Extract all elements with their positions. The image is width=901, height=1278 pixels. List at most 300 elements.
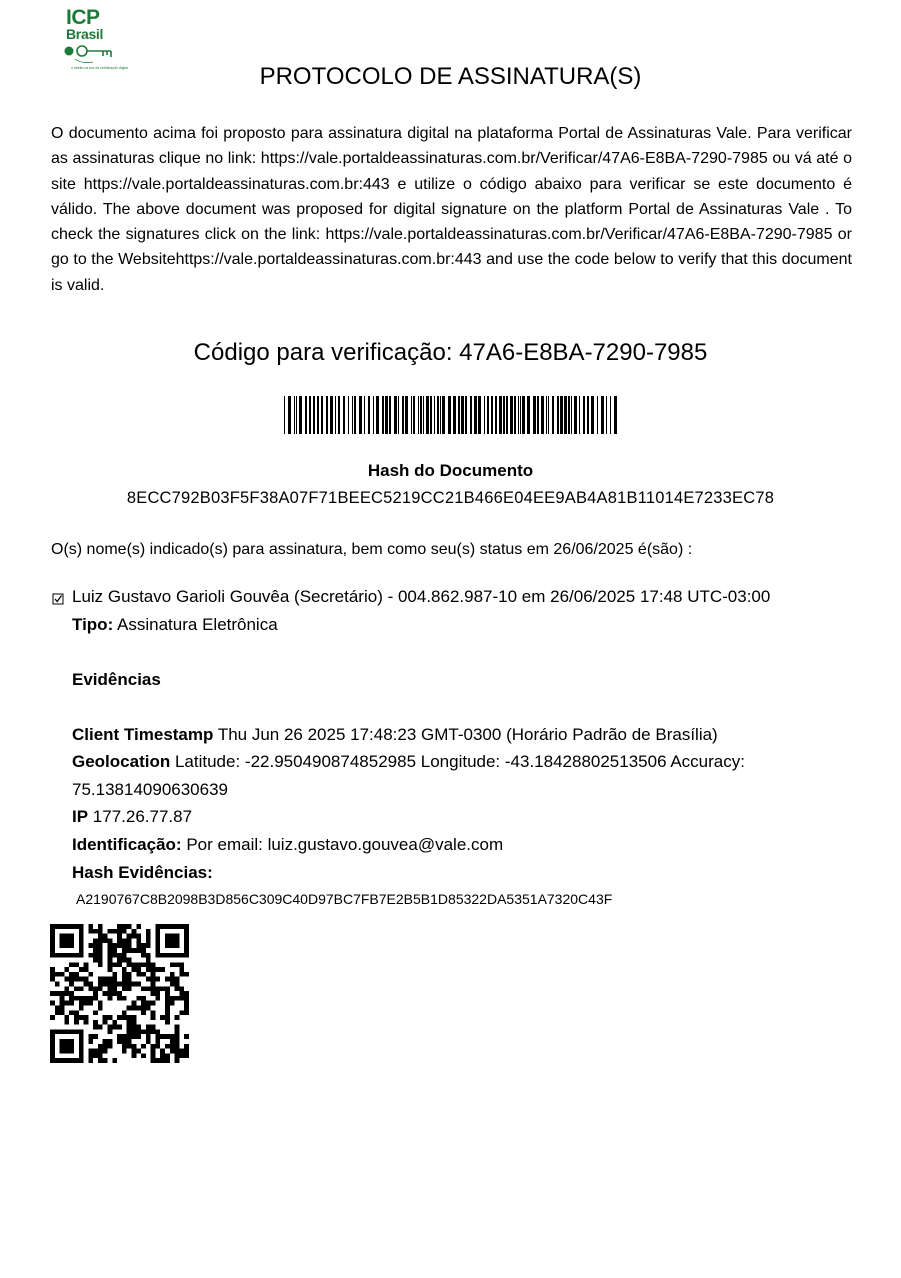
qr-module — [175, 1053, 180, 1058]
qr-module — [165, 1053, 170, 1058]
barcode-bar — [309, 396, 311, 434]
qr-module — [103, 1020, 108, 1025]
qr-module — [103, 1058, 108, 1063]
qr-module — [108, 1039, 113, 1044]
qr-module — [146, 1001, 151, 1006]
qr-module — [117, 1034, 122, 1039]
qr-module — [60, 991, 65, 996]
qr-module — [98, 1049, 103, 1054]
qr-module — [151, 991, 156, 996]
barcode-bar — [321, 396, 323, 434]
qr-module — [93, 996, 98, 1001]
qr-module — [112, 1020, 117, 1025]
qr-module — [184, 1034, 189, 1039]
qr-module — [98, 943, 103, 948]
barcode-bar — [354, 396, 356, 434]
qr-module — [84, 996, 89, 1001]
qr-module — [112, 977, 117, 982]
barcode-bar — [299, 396, 302, 434]
qr-module — [141, 1005, 146, 1010]
qr-module — [112, 982, 117, 987]
qr-module — [127, 972, 132, 977]
qr-module — [122, 943, 127, 948]
qr-module — [179, 1049, 184, 1054]
qr-module — [136, 996, 141, 1001]
qr-module — [165, 1034, 170, 1039]
qr-module — [60, 972, 65, 977]
qr-module — [160, 1034, 165, 1039]
qr-module — [127, 958, 132, 963]
qr-module — [108, 977, 113, 982]
barcode-bar — [495, 396, 497, 434]
qr-module — [98, 953, 103, 958]
barcode-bar — [288, 396, 291, 434]
barcode-bar — [413, 396, 415, 434]
barcode-bar — [560, 396, 563, 434]
barcode-bar — [317, 396, 319, 434]
qr-module — [165, 1015, 170, 1020]
qr-module — [170, 1001, 175, 1006]
barcode-bar — [458, 396, 460, 434]
qr-module — [98, 948, 103, 953]
qr-module — [117, 962, 122, 967]
qr-module — [155, 986, 160, 991]
qr-module — [69, 991, 74, 996]
evidence-hash-label: Hash Evidências: — [72, 863, 213, 882]
qr-module — [60, 1001, 65, 1006]
identification-value: Por email: luiz.gustavo.gouvea@vale.com — [186, 835, 504, 854]
qr-module — [127, 962, 132, 967]
qr-module — [117, 943, 122, 948]
qr-module — [175, 982, 180, 987]
qr-module — [79, 986, 84, 991]
qr-module — [141, 996, 146, 1001]
qr-module — [175, 1029, 180, 1034]
qr-module — [122, 1010, 127, 1015]
qr-module — [98, 982, 103, 987]
qr-module — [60, 1039, 74, 1053]
qr-module — [93, 929, 98, 934]
qr-module — [136, 934, 141, 939]
barcode-bar — [352, 396, 353, 434]
qr-module — [170, 996, 175, 1001]
qr-module — [50, 991, 55, 996]
qr-module — [88, 1049, 93, 1054]
qr-module — [93, 948, 98, 953]
qr-module — [131, 1020, 136, 1025]
qr-module — [151, 972, 156, 977]
client-timestamp — [72, 724, 718, 746]
barcode-bar — [574, 396, 577, 434]
qr-module — [93, 1010, 98, 1015]
qr-module — [151, 1025, 156, 1030]
qr-module — [98, 934, 103, 939]
timestamp-value: Thu Jun 26 2025 17:48:23 GMT-0300 (Horário Padrão de Brasília) — [217, 725, 718, 744]
qr-module — [117, 958, 122, 963]
qr-module — [122, 982, 127, 987]
qr-module — [64, 986, 69, 991]
barcode-bar — [552, 396, 554, 434]
barcode-bar — [405, 396, 408, 434]
qr-module — [131, 1044, 136, 1049]
qr-module — [136, 962, 141, 967]
qr-module — [155, 991, 160, 996]
qr-module — [175, 962, 180, 967]
qr-module — [103, 977, 108, 982]
qr-module — [175, 1015, 180, 1020]
qr-module — [151, 977, 156, 982]
qr-module — [93, 991, 98, 996]
qr-module — [127, 1005, 132, 1010]
qr-module — [88, 1034, 93, 1039]
qr-module — [84, 977, 89, 982]
qr-module — [108, 953, 113, 958]
qr-module — [117, 982, 122, 987]
qr-module — [136, 982, 141, 987]
qr-module — [175, 977, 180, 982]
qr-module — [165, 986, 170, 991]
qr-module — [141, 972, 146, 977]
qr-module — [175, 1025, 180, 1030]
qr-module — [141, 1044, 146, 1049]
qr-module — [98, 938, 103, 943]
qr-module — [179, 1010, 184, 1015]
qr-module — [146, 1039, 151, 1044]
barcode-bar — [571, 396, 572, 434]
barcode-bar — [591, 396, 594, 434]
qr-module — [122, 1034, 127, 1039]
barcode-bar — [348, 396, 349, 434]
qr-module — [170, 1034, 175, 1039]
qr-module — [165, 991, 170, 996]
qr-module — [84, 982, 89, 987]
qr-module — [98, 1001, 103, 1006]
qr-module — [50, 1001, 55, 1006]
barcode-bar — [541, 396, 544, 434]
barcode-bar — [537, 396, 539, 434]
document-hash-value: 8ECC792B03F5F38A07F71BEEC5219CC21B466E04EE9AB4A81B11014E7233EC78 — [126, 489, 775, 507]
qr-module — [131, 967, 136, 972]
qr-module — [112, 943, 117, 948]
qr-module — [117, 924, 122, 929]
qr-module — [146, 943, 151, 948]
qr-module — [151, 1029, 156, 1034]
qr-module — [131, 1034, 136, 1039]
qr-module — [184, 991, 189, 996]
qr-module — [160, 1058, 165, 1063]
qr-module — [117, 1025, 122, 1030]
qr-module — [141, 986, 146, 991]
qr-module — [165, 1044, 170, 1049]
qr-module — [69, 1001, 74, 1006]
qr-module — [55, 1005, 60, 1010]
qr-module — [136, 967, 141, 972]
verification-code: Código para verificação: 47A6-E8BA-7290-7985 — [193, 339, 708, 366]
qr-module — [79, 1001, 84, 1006]
qr-module — [69, 982, 74, 987]
qr-module — [184, 1053, 189, 1058]
qr-module — [127, 982, 132, 987]
qr-module — [179, 986, 184, 991]
qr-module — [146, 967, 151, 972]
qr-module — [136, 1025, 141, 1030]
qr-module — [184, 972, 189, 977]
qr-module — [117, 934, 122, 939]
qr-module — [64, 991, 69, 996]
qr-module — [179, 991, 184, 996]
qr-module — [79, 977, 84, 982]
qr-module — [131, 948, 136, 953]
barcode-bar — [583, 396, 585, 434]
barcode-bar — [335, 396, 336, 434]
qr-module — [103, 938, 108, 943]
qr-module — [155, 1029, 160, 1034]
qr-module — [127, 977, 132, 982]
barcode-bar — [338, 396, 340, 434]
qr-module — [108, 1015, 113, 1020]
barcode-bar — [402, 396, 404, 434]
barcode-bar — [518, 396, 519, 434]
qr-module — [160, 1049, 165, 1054]
barcode-bar — [610, 396, 611, 434]
qr-module — [108, 938, 113, 943]
qr-module — [117, 1015, 122, 1020]
barcode-bar — [326, 396, 328, 434]
qr-module — [131, 962, 136, 967]
qr-module — [88, 1053, 93, 1058]
evidence-hash-value: A2190767C8B2098B3D856C309C40D97BC7FB7E2B5B1D85322DA5351A7320C43F — [76, 891, 613, 907]
qr-module — [165, 1001, 170, 1006]
qr-module — [127, 943, 132, 948]
barcode-bar — [296, 396, 297, 434]
qr-module — [122, 1039, 127, 1044]
qr-module — [155, 1058, 160, 1063]
qr-module — [74, 972, 79, 977]
qr-module — [131, 1053, 136, 1058]
qr-module — [98, 1044, 103, 1049]
qr-module — [151, 986, 156, 991]
barcode-bar — [364, 396, 365, 434]
ip-label: IP — [72, 807, 89, 826]
qr-module — [131, 1005, 136, 1010]
barcode-bar — [343, 396, 345, 434]
barcode-bar — [359, 396, 362, 434]
qr-module — [112, 991, 117, 996]
logo-tagline: o direito na era da certificação digital — [71, 66, 129, 70]
barcode-bar — [426, 396, 429, 434]
qr-module — [88, 943, 93, 948]
qr-module — [170, 1049, 175, 1054]
qr-module — [88, 953, 93, 958]
qr-module — [88, 986, 93, 991]
qr-module — [151, 1058, 156, 1063]
barcode-bar — [423, 396, 424, 434]
qr-module — [122, 977, 127, 982]
qr-module — [69, 996, 74, 1001]
qr-module — [50, 977, 55, 982]
qr-module — [175, 1044, 180, 1049]
qr-module — [175, 1058, 180, 1063]
qr-module — [184, 996, 189, 1001]
qr-module — [98, 977, 103, 982]
qr-module — [84, 1001, 89, 1006]
qr-module — [98, 958, 103, 963]
qr-module — [160, 986, 165, 991]
qr-module — [50, 972, 55, 977]
qr-module — [117, 953, 122, 958]
qr-module — [175, 996, 180, 1001]
page-title: PROTOCOLO DE ASSINATURA(S) — [259, 63, 642, 90]
qr-module — [122, 958, 127, 963]
qr-module — [127, 1044, 132, 1049]
qr-module — [117, 929, 122, 934]
qr-module — [146, 938, 151, 943]
qr-module — [184, 1049, 189, 1054]
qr-module — [179, 1053, 184, 1058]
qr-module — [151, 982, 156, 987]
qr-module — [98, 986, 103, 991]
qr-module — [108, 948, 113, 953]
qr-module — [141, 943, 146, 948]
qr-module — [155, 977, 160, 982]
qr-module — [108, 991, 113, 996]
qr-module — [74, 977, 79, 982]
qr-module — [165, 996, 170, 1001]
qr-module — [179, 967, 184, 972]
qr-module — [93, 1053, 98, 1058]
qr-module — [103, 1049, 108, 1054]
type-value: Assinatura Eletrônica — [117, 615, 278, 634]
qr-module — [127, 1020, 132, 1025]
qr-module — [60, 1005, 65, 1010]
barcode-bar — [474, 396, 477, 434]
geolocation-value: Latitude: -22.950490874852985 Longitude: -43.18428802513506 Accuracy: — [174, 752, 745, 771]
qr-module — [141, 962, 146, 967]
qr-module — [170, 1044, 175, 1049]
barcode-bar — [330, 396, 333, 434]
qr-module — [108, 982, 113, 987]
qr-module — [184, 1044, 189, 1049]
document-hash-label: Hash do Documento — [367, 461, 534, 480]
qr-module — [151, 1053, 156, 1058]
qr-module — [108, 986, 113, 991]
qr-module — [69, 1010, 74, 1015]
qr-module — [112, 948, 117, 953]
qr-module — [146, 977, 151, 982]
geolocation-accuracy: 75.13814090630639 — [72, 780, 228, 799]
qr-module — [131, 1029, 136, 1034]
qr-module — [175, 1049, 180, 1054]
barcode-bar — [506, 396, 508, 434]
qr-module — [131, 1015, 136, 1020]
qr-module — [136, 948, 141, 953]
barcode-bar — [546, 396, 547, 434]
qr-module — [79, 1005, 84, 1010]
barcode-bar — [587, 396, 589, 434]
barcode-bar — [548, 396, 549, 434]
qr-module — [127, 934, 132, 939]
qr-module — [93, 938, 98, 943]
barcode-bar — [440, 396, 441, 434]
qr-module — [122, 1044, 127, 1049]
identification-label: Identificação: — [72, 835, 182, 854]
qr-module — [179, 996, 184, 1001]
barcode-bar — [313, 396, 315, 434]
qr-module — [103, 1015, 108, 1020]
qr-module — [98, 1025, 103, 1030]
qr-module — [112, 929, 117, 934]
qr-module — [175, 1039, 180, 1044]
barcode-bar — [453, 396, 456, 434]
qr-module — [122, 938, 127, 943]
barcode-bar — [601, 396, 604, 434]
barcode-bar — [430, 396, 432, 434]
barcode-bar — [487, 396, 489, 434]
qr-module — [88, 929, 93, 934]
qr-module — [74, 1010, 79, 1015]
qr-module — [136, 1005, 141, 1010]
qr-module — [127, 1015, 132, 1020]
qr-module — [127, 948, 132, 953]
qr-module — [108, 1025, 113, 1030]
geolocation — [72, 751, 745, 773]
qr-module — [93, 1020, 98, 1025]
qr-module — [141, 948, 146, 953]
barcode-bar — [564, 396, 567, 434]
barcode-bar — [385, 396, 388, 434]
qr-module — [93, 1049, 98, 1054]
qr-module — [160, 1015, 165, 1020]
qr-module — [122, 972, 127, 977]
barcode-bar — [437, 396, 439, 434]
qr-module — [127, 986, 132, 991]
qr-module — [136, 1029, 141, 1034]
qr-module — [151, 962, 156, 967]
qr-module — [179, 962, 184, 967]
qr-module — [127, 1029, 132, 1034]
qr-module — [131, 1001, 136, 1006]
qr-module — [184, 1010, 189, 1015]
qr-module — [74, 996, 79, 1001]
qr-module — [151, 967, 156, 972]
barcode-bar — [394, 396, 397, 434]
qr-module — [141, 1010, 146, 1015]
qr-module — [146, 1025, 151, 1030]
qr-module — [122, 953, 127, 958]
qr-module — [88, 982, 93, 987]
qr-module — [170, 977, 175, 982]
qr-module — [84, 967, 89, 972]
qr-module — [127, 924, 132, 929]
barcode-bar — [434, 396, 435, 434]
qr-module — [141, 953, 146, 958]
qr-module — [175, 1034, 180, 1039]
qr-module — [146, 958, 151, 963]
qr-module — [60, 996, 65, 1001]
qr-module — [155, 1039, 160, 1044]
qr-module — [122, 967, 127, 972]
qr-module — [155, 996, 160, 1001]
qr-module — [88, 1039, 93, 1044]
qr-module — [160, 1053, 165, 1058]
qr-module — [146, 1034, 151, 1039]
qr-module — [64, 1015, 69, 1020]
qr-module — [60, 1010, 65, 1015]
qr-module — [131, 1025, 136, 1030]
qr-module — [88, 1001, 93, 1006]
barcode-bar — [491, 396, 493, 434]
barcode-bar — [510, 396, 513, 434]
